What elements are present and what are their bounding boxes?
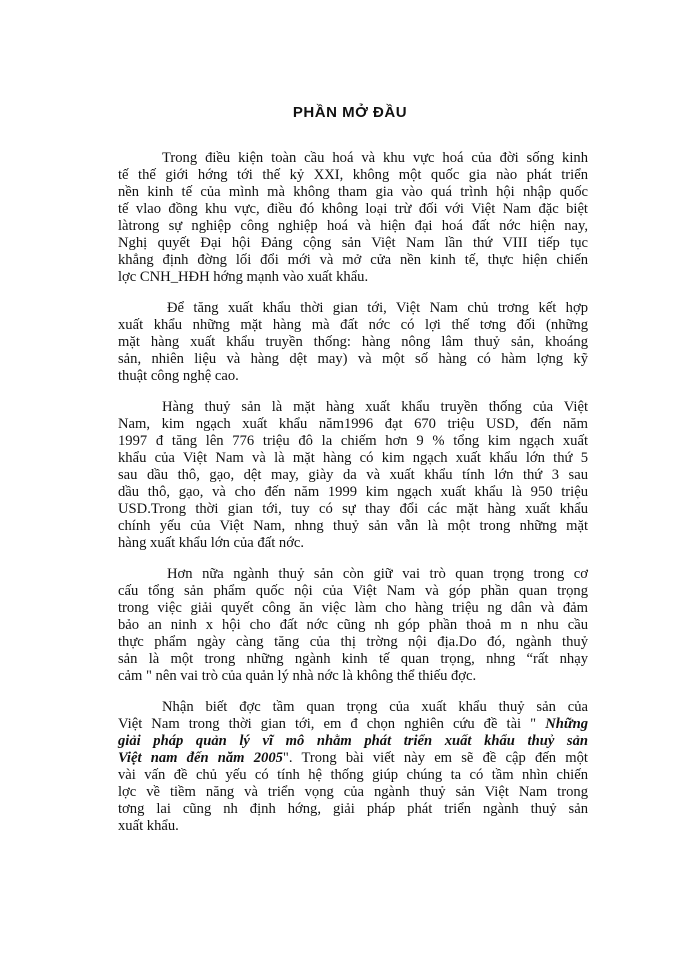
text-line: Nam, kim ngạch xuất khẩu năm1996 đạt 670 triệu USD, đến năm xyxy=(118,416,588,432)
text-line: hàng xuất khẩu lớn của đất nớc. xyxy=(118,535,305,551)
text-line: lợc CNH_HĐH hớng mạnh vào xuất khẩu. xyxy=(118,269,369,285)
text-line: tơng lai cũng nh định hớng, giải pháp phát triển ngành thuỷ sản xyxy=(118,801,588,817)
text-line: cảm " nên vai trò của quản lý nhà nớc là không thể thiếu đợc. xyxy=(118,668,477,684)
paragraph xyxy=(118,699,588,835)
text-line: xuất khẩu. xyxy=(118,818,179,834)
text-line: chính yếu của Việt Nam, nhng thuỷ sản vẫn là một trong những mặt xyxy=(118,518,588,534)
text-line: khẳng định đờng lối đổi mới và mở cửa nền kinh tế, thực hiện chiến xyxy=(118,252,588,268)
emphasized-title: Việt nam đến năm 2005 xyxy=(118,750,283,766)
text-line: khẩu của Việt Nam và là mặt hàng có kim ngạch xuất khẩu lớn thứ 5 xyxy=(118,450,588,466)
text-line: xuất khẩu những mặt hàng mà đất nớc có lợi thế tơng đối (những xyxy=(118,317,588,333)
text-line: tế thế giới hớng tới thế kỷ XXI, không một quốc gia nào phát triển xyxy=(118,167,588,183)
text-line: mặt hàng xuất khẩu truyền thống: hàng nông lâm thuỷ sản, khoáng xyxy=(118,334,588,350)
paragraph xyxy=(118,566,588,685)
text-line: tế vlao đồng khu vực, điều đó không loại trừ đối với Việt Nam đặc biệt xyxy=(118,201,588,217)
page-title: PHẦN MỞ ĐẦU xyxy=(292,104,408,121)
document-body xyxy=(118,150,588,849)
text-line: cấu tổng sản phẩm quốc nội của Việt Nam và góp phần quan trọng xyxy=(118,583,588,599)
emphasized-title: giải pháp quản lý vĩ mô nhằm phát triển xuất khẩu thuỷ sản xyxy=(118,733,588,749)
text-line: trong việc giải quyết công ăn việc làm cho hàng triệu ng dân và đảm xyxy=(118,600,588,616)
text-line: dầu thô, gạo, và cho đến năm 1999 kim ngạch xuất khẩu là 950 triệu xyxy=(118,484,588,500)
text-line: Nhận biết đợc tầm quan trọng của xuất khẩu thuỷ sản của xyxy=(162,699,588,715)
text-line: 1997 đ tăng lên 776 triệu đô la chiếm hơn 9 % tổng kim ngạch xuất xyxy=(118,433,588,449)
text-line: sản, nhiên liệu và hàng dệt may) và một số hàng có hàm lợng kỹ xyxy=(118,351,588,367)
text-line: Nghị quyết Đại hội Đảng cộng sản Việt Nam lần thứ VIII tiếp tục xyxy=(118,235,588,251)
text-line: Trong điều kiện toàn cầu hoá và khu vực hoá của đời sống kinh xyxy=(162,150,588,166)
text-line xyxy=(118,716,588,733)
text-line: thực phẩm ngày càng tăng của thị trờng nội địa.Do đó, ngành thuỷ xyxy=(118,634,588,650)
text-line: Hơn nữa ngành thuỷ sản còn giữ vai trò quan trọng trong cơ xyxy=(167,566,588,582)
text-line: Hàng thuỷ sản là mặt hàng xuất khẩu truyền thống của Việt xyxy=(162,399,588,415)
text-line: làtrong sự nghiệp công nghiệp hoá và hiện đại hoá đất nớc hiện nay, xyxy=(118,218,588,234)
emphasized-title: Những xyxy=(545,716,588,732)
paragraph xyxy=(118,399,588,552)
text-line: bảo an ninh x hội cho đất nớc cũng nh góp phần thoả m n nhu cầu xyxy=(118,617,588,633)
text-line xyxy=(118,750,588,767)
text-run: Việt Nam trong thời gian tới, em đ chọn nghiên cứu đề tài " xyxy=(118,716,546,732)
text-line: vài vấn đề chủ yếu có tính hệ thống giúp chúng ta có tầm nhìn chiến xyxy=(118,767,588,783)
paragraph xyxy=(118,150,588,286)
text-line: nền kinh tế của mình mà không tham gia vào quá trình hội nhập quốc xyxy=(118,184,588,200)
text-line: USD.Trong thời gian tới, tuy có sự thay đổi các mặt hàng xuất khẩu xyxy=(118,501,588,517)
text-line: sản là một trong những ngành kinh tế quan trọng, nhng “rất nhạy xyxy=(118,651,588,667)
text-line: thuật công nghệ cao. xyxy=(118,368,239,384)
text-line: lợc về tiềm năng và triển vọng của ngành thuỷ sản Việt Nam trong xyxy=(118,784,588,800)
text-line: Để tăng xuất khẩu thời gian tới, Việt Nam chủ trơng kết hợp xyxy=(167,300,588,316)
text-run: ". Trong bài viết này em sẽ đề cập đến một xyxy=(282,750,588,766)
text-line: sau dầu thô, gạo, dệt may, giày da và xuất khẩu tính lớn thứ 3 sau xyxy=(118,467,588,483)
paragraph xyxy=(118,300,588,385)
